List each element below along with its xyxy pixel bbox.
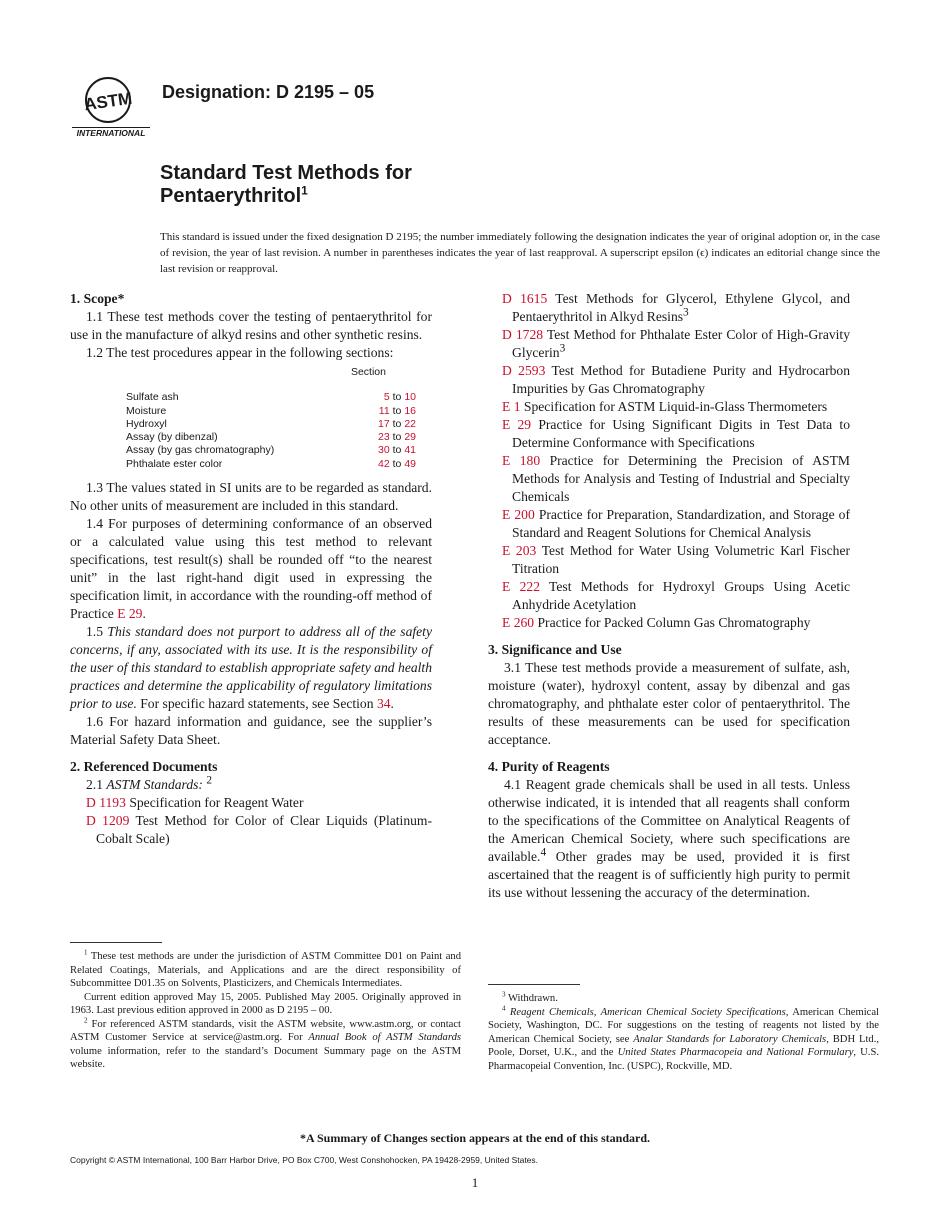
footnote-1b: Current edition approved May 15, 2005. Published May 2005. Originally approved in 1963. Last previous edition approved in 2000 as D 2195 – 00.	[70, 991, 461, 1016]
footnote-4-italic-2: Analar Standards for Laboratory Chemicals	[633, 1033, 827, 1045]
footnote-4-italic-3: United States Pharmacopeia and National Formulary	[617, 1047, 854, 1058]
title-footnote-mark: 1	[301, 183, 308, 198]
footnote-3-text: Withdrawn.	[507, 993, 558, 1004]
para-1-4: 1.4 For purposes of determining conformance of an observed or a calculated value using this test method to relevant specifications, test result(s) shall be rounded off “to the nearest unit” in the last right-hand digit used in expressing the specification limit, in accordance with the rounding-off method of Practice E 29.	[70, 516, 432, 622]
reference-item	[488, 398, 850, 416]
section-name: Assay (by gas chromatography)	[126, 444, 275, 457]
reference-item	[488, 326, 850, 362]
para-1-3: 1.3 The values stated in SI units are to be regarded as standard. No other units of measurement are included in this standard.	[70, 480, 432, 514]
sections-table-row	[126, 418, 416, 431]
footnote-rule-right	[488, 984, 580, 985]
reference-item	[488, 362, 850, 398]
para-4-1-text-b: Other grades may be used, provided it is first ascertained that the reagent is of sufficiently high purity to permit its use without lessening the accuracy of the determination.	[488, 849, 850, 900]
para-1-1: 1.1 These test methods cover the testing of pentaerythritol for use in the manufacture of alkyd resins and other synthetic resins.	[70, 309, 432, 342]
reference-item	[488, 578, 850, 614]
para-3-1: 3.1 These test methods provide a measurement of sulfate, ash, moisture (water), hydroxyl content, assay by dibenzal and gas chromatography, and phthalate ester color of pentaerythritol. The results of these measurements can be used for specification acceptance.	[488, 660, 850, 747]
section-range-sep: to	[392, 431, 402, 444]
section-4-heading: 4. Purity of Reagents	[488, 759, 610, 774]
section-name: Assay (by dibenzal)	[126, 431, 218, 444]
footnote-rule-left	[70, 942, 162, 943]
para-1-4-text: 1.4 For purposes of determining conformance of an observed or a calculated value using this test method to relevant specifications, test result(s) shall be rounded off “to the nearest unit” in the last right-hand digit used in expressing the specification limit, in accordance with the rounding-off method of Practice	[70, 516, 432, 622]
footnote-3-mark: 3	[502, 990, 506, 999]
sections-table-header: Section	[350, 366, 386, 378]
section-from-link[interactable]: 30	[378, 444, 390, 457]
footnote-1-text: These test methods are under the jurisdiction of ASTM Committee D01 on Paint and Related Coatings, Materials, and Applications and are the direct responsibility of Subcommittee D01.35 on Solvents, Plasticizers, and Chemicals Intermediates.	[70, 951, 461, 989]
para-2-1	[70, 776, 432, 794]
section-to-link[interactable]: 49	[404, 457, 416, 470]
reference-item	[488, 290, 850, 326]
reference-code-link[interactable]: D 1209	[86, 813, 130, 829]
reference-title: Practice for Preparation, Standardization, and Storage of Standard and Reagent Solutions for Chemical Analysis	[512, 507, 850, 540]
section-to-link[interactable]: 41	[404, 444, 416, 457]
reference-title: Practice for Using Significant Digits in Test Data to Determine Conformance with Specifications	[512, 417, 850, 450]
section-3-heading: 3. Significance and Use	[488, 642, 622, 657]
reference-title: Practice for Packed Column Gas Chromatography	[537, 615, 811, 630]
section-range-sep: to	[392, 457, 402, 470]
reference-title: Test Method for Butadiene Purity and Hydrocarbon Impurities by Gas Chromatography	[512, 363, 850, 396]
section-range	[328, 458, 416, 471]
sections-table-row	[126, 391, 416, 404]
designation: Designation: D 2195 – 05	[162, 82, 375, 102]
reference-code-link[interactable]: E 260	[502, 615, 535, 630]
reference-footnote-mark: 3	[559, 342, 566, 355]
reference-item	[488, 542, 850, 578]
section-from-link[interactable]: 17	[378, 417, 390, 430]
reference-title: Test Methods for Glycerol, Ethylene Glycol, and Pentaerythritol in Alkyd Resins	[512, 291, 850, 324]
reference-code-link[interactable]: E 200	[502, 507, 535, 522]
reference-title: Practice for Determining the Precision of ASTM Methods for Analysis and Testing of Industrial and Specialty Chemicals	[512, 453, 850, 504]
footnote-mark-2: 2	[206, 774, 213, 787]
reference-code-link[interactable]: E 29	[502, 417, 532, 432]
reference-title: Test Methods for Hydroxyl Groups Using Acetic Anhydride Acetylation	[512, 579, 851, 612]
sections-table-row	[126, 431, 416, 444]
astm-logo	[72, 76, 150, 138]
footnote-1-mark: 1	[84, 948, 88, 957]
footnote-4-italic-1: Reagent Chemicals, American Chemical Society Specifications	[509, 1006, 786, 1018]
reference-title: Test Method for Phthalate Ester Color of High-Gravity Glycerin	[512, 327, 850, 360]
section-range	[328, 418, 416, 431]
footnote-2-text-a: For referenced ASTM standards, visit the ASTM website, www.astm.org, or contact ASTM Customer Service at service@astm.org. For	[70, 1018, 461, 1043]
footnote-mark-4: 4	[540, 846, 547, 859]
reference-item	[488, 452, 850, 506]
section-from-link[interactable]: 5	[383, 391, 390, 404]
reference-item	[488, 416, 850, 452]
footnote-2-text-b: volume information, refer to the standard’s Document Summary page on the ASTM website.	[70, 1045, 461, 1070]
reference-code-link[interactable]: E 1	[502, 399, 521, 414]
summary-of-changes-note: *A Summary of Changes section appears at the end of this standard.	[299, 1131, 651, 1145]
para-1-2: 1.2 The test procedures appear in the following sections:	[86, 345, 394, 360]
link-section-34[interactable]: 34	[376, 696, 391, 712]
reference-item	[488, 614, 850, 632]
section-range-sep: to	[392, 444, 402, 457]
link-e29[interactable]: E 29	[117, 606, 143, 622]
reference-item	[488, 506, 850, 542]
reference-code-link[interactable]: E 222	[502, 579, 540, 594]
footnote-1	[70, 950, 461, 991]
section-range-sep: to	[392, 417, 402, 430]
logo-text-top: ASTM	[83, 88, 134, 115]
section-name: Sulfate ash	[126, 391, 179, 404]
reference-code-link[interactable]: D 1615	[502, 291, 548, 306]
para-4-1-text-a: 4.1 Reagent grade chemicals shall be used in all tests. Unless otherwise indicated, it is intended that all reagents shall conform to the specifications of the Committee on Analytical Reagents of the American Chemical Society, where such specifications are available.	[488, 777, 850, 864]
sections-table-row	[126, 405, 416, 418]
section-from-link[interactable]: 11	[378, 404, 390, 417]
footnote-2-italic: Annual Book of ASTM Standards	[308, 1032, 461, 1043]
section-name: Hydroxyl	[126, 417, 167, 430]
reference-item	[70, 794, 432, 812]
section-range	[328, 444, 416, 457]
sections-table-row	[126, 458, 416, 471]
para-1-6: 1.6 For hazard information and guidance, see the supplier’s Material Safety Data Sheet.	[70, 714, 432, 748]
section-2-heading: 2. Referenced Documents	[70, 759, 218, 775]
footnote-4	[488, 1003, 880, 1074]
footnotes-left	[70, 950, 461, 1072]
section-range	[328, 405, 416, 418]
reference-code-link[interactable]: D 1193	[86, 795, 126, 811]
para-1-5-text: For specific hazard statements, see Section	[140, 696, 374, 712]
section-to-link[interactable]: 29	[404, 431, 416, 444]
section-from-link[interactable]: 23	[378, 431, 390, 444]
title-line-2: Pentaerythritol	[160, 185, 302, 207]
reference-title: Specification for ASTM Liquid-in-Glass Thermometers	[523, 399, 828, 414]
section-1-heading: 1. Scope*	[70, 291, 125, 306]
reference-code-link[interactable]: D 2593	[502, 363, 546, 378]
safety-caveat: This standard does not purport to address all of the safety concerns, if any, associated with its use. It is the responsibility of the user of this standard to establish appropriate safety and health practices and determine the applicability of regulatory limitations prior to use.	[70, 624, 432, 712]
reference-footnote-mark: 3	[683, 306, 689, 319]
para-1-5: 1.5 This standard does not purport to address all of the safety concerns, if any, associated with its use. It is the responsibility of the user of this standard to establish appropriate safety and health practices and determine the applicability of regulatory limitations prior to use. For specific hazard statements, see Section 34.	[70, 624, 432, 712]
para-2-1-num: 2.1	[86, 777, 103, 793]
footnote-4-text-c: , U.S. Pharmacopeial Convention, Inc. (USPC), Rockville, MD.	[488, 1047, 879, 1072]
footnote-2-mark: 2	[84, 1015, 88, 1024]
reference-item	[70, 812, 432, 848]
section-to-link[interactable]: 22	[404, 417, 416, 430]
page-title	[160, 162, 660, 208]
sections-table	[126, 366, 416, 471]
title-line-1: Standard Test Methods for	[160, 162, 412, 184]
section-range	[328, 431, 416, 444]
section-range-sep: to	[392, 391, 402, 404]
logo-text-bottom: INTERNATIONAL	[76, 128, 146, 138]
section-from-link[interactable]: 42	[378, 457, 390, 470]
left-column	[70, 290, 432, 848]
reference-title: Test Method for Color of Clear Liquids (Platinum-Cobalt Scale)	[96, 813, 433, 847]
footnote-2	[70, 1015, 461, 1072]
section-to-link[interactable]: 10	[404, 391, 416, 404]
section-name: Moisture	[126, 404, 167, 417]
copyright: Copyright © ASTM International, 100 Barr Harbor Drive, PO Box C700, West Conshohocken, PA 19428-2959, United States.	[70, 1155, 539, 1165]
preamble: This standard is issued under the fixed designation D 2195; the number immediately following the designation indicates the year of original adoption or, in the case of revision, the year of last revision. A number in parentheses indicates the year of last reapproval. A superscript epsilon (ϵ) indicates an editorial change since the last revision or reapproval.	[160, 231, 880, 275]
section-name: Phthalate ester color	[126, 457, 223, 470]
reference-code-link[interactable]: E 180	[502, 453, 541, 468]
right-column	[488, 290, 850, 902]
footnote-4-mark: 4	[502, 1003, 506, 1012]
page-number: 1	[471, 1175, 479, 1190]
reference-title: Specification for Reagent Water	[129, 795, 304, 811]
astm-standards-label: ASTM Standards:	[106, 777, 203, 793]
footnote-4-text-b: , BDH Ltd., Poole, Dorset, U.K., and the	[488, 1033, 880, 1058]
section-to-link[interactable]: 16	[404, 404, 416, 417]
reference-code-link[interactable]: E 203	[502, 543, 537, 558]
para-1-5-num: 1.5	[86, 624, 103, 640]
astm-logo-icon	[72, 76, 150, 138]
footnote-4-text-a: , American Chemical Society, Washington, DC. For suggestions on the testing of reagents not listed by the American Chemical Society, see	[488, 1006, 879, 1045]
reference-code-link[interactable]: D 1728	[502, 327, 544, 342]
para-4-1	[488, 776, 850, 902]
section-range	[328, 391, 416, 404]
footnote-3	[488, 992, 879, 1006]
section-range-sep: to	[392, 404, 402, 417]
reference-title: Test Method for Water Using Volumetric Karl Fischer Titration	[512, 543, 851, 576]
footnotes-right	[488, 992, 879, 1073]
sections-table-row	[126, 444, 416, 457]
